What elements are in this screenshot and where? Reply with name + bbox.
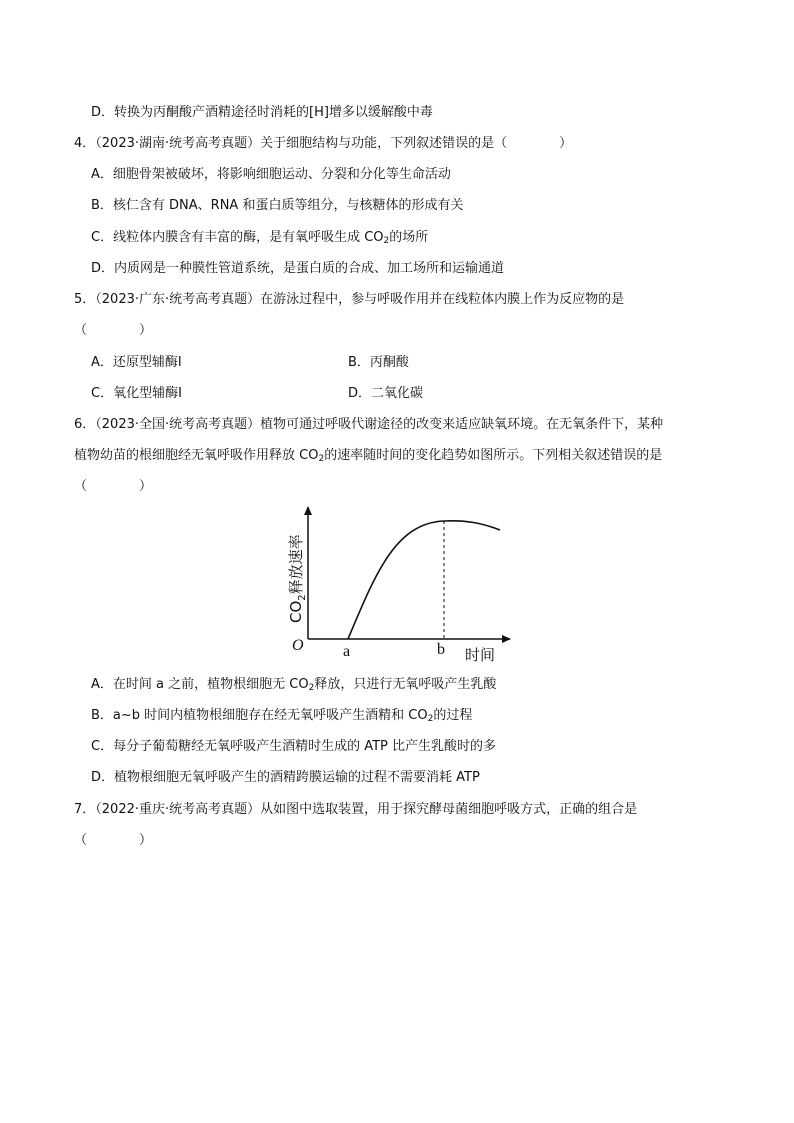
- q5-option-d: D．二氧化碳: [348, 386, 424, 401]
- q4-option-a: A．细胞骨架被破坏，将影响细胞运动、分裂和分化等生命活动: [91, 167, 451, 182]
- q5-option-c: C．氧化型辅酶Ⅰ: [91, 386, 182, 401]
- q6-option-d: D．植物根细胞无氧呼吸产生的酒精跨膜运输的过程不需要消耗 ATP: [91, 770, 480, 785]
- q5-stem: 5．（2023·广东·统考高考真题）在游泳过程中，参与呼吸作用并在线粒体内膜上作为反应物的是: [74, 292, 625, 307]
- q6-option-a-text: A．在时间 a 之前，植物根细胞无 CO: [91, 677, 309, 692]
- q5-option-b: B．丙酮酸: [348, 355, 409, 370]
- co2-release-rate-graph: [270, 495, 520, 670]
- q4-option-b: B．核仁含有 DNA、RNA 和蛋白质等组分，与核糖体的形成有关: [91, 198, 464, 213]
- q6-stem-line2-text: 植物幼苗的根细胞经无氧呼吸作用释放 CO: [74, 448, 319, 463]
- q4-option-c-tail: 的场所: [389, 230, 429, 245]
- rate-curve: [348, 521, 500, 639]
- q6-option-b: [91, 707, 472, 725]
- q6-option-b-tail: 的过程: [433, 708, 473, 723]
- y-axis-label: $CO_2$释放速率: [287, 534, 308, 623]
- q6-option-a-tail: 释放，只进行无氧呼吸产生乳酸: [314, 677, 497, 692]
- subscript: 2: [383, 236, 390, 246]
- q5-option-a: A．还原型辅酶Ⅰ: [91, 355, 182, 370]
- subscript: 2: [308, 683, 315, 693]
- x-axis-label: 时间: [465, 646, 496, 664]
- q6-option-b-text: B．a~b 时间内植物根细胞存在经无氧呼吸产生酒精和 CO: [91, 708, 428, 723]
- origin-label: O: [292, 637, 304, 654]
- q4-stem: 4．（2023·湖南·统考高考真题）关于细胞结构与功能，下列叙述错误的是（ ）: [74, 136, 573, 151]
- q4-option-d: D．内质网是一种膜性管道系统，是蛋白质的合成、加工场所和运输通道: [91, 261, 505, 276]
- subscript: 2: [318, 454, 325, 464]
- q4-option-c: [91, 229, 428, 247]
- q7-answer-blank: （ ）: [74, 833, 153, 848]
- tick-label-a: a: [343, 643, 351, 660]
- q6-stem-line2-tail: 的速率随时间的变化趋势如图所示。下列相关叙述错误的是: [324, 448, 663, 463]
- q6-answer-blank: （ ）: [74, 479, 153, 494]
- q6-option-c: C．每分子葡萄糖经无氧呼吸产生酒精时生成的 ATP 比产生乳酸时的多: [91, 739, 497, 754]
- q6-option-a: [91, 676, 496, 694]
- q7-stem: 7．（2022·重庆·统考高考真题）从如图中选取装置，用于探究酵母菌细胞呼吸方式，正确的组合是: [74, 802, 638, 817]
- q6-stem-line1: 6．（2023·全国·统考高考真题）植物可通过呼吸代谢途径的改变来适应缺氧环境。在无氧条件下，某种: [74, 417, 664, 432]
- subscript: 2: [427, 714, 434, 724]
- q6-stem-line2: [74, 447, 662, 465]
- q5-answer-blank: （ ）: [74, 323, 153, 338]
- q3-option-d: D．转换为丙酮酸产酒精途径时消耗的[H]增多以缓解酸中毒: [91, 105, 433, 120]
- q4-option-c-text: C．线粒体内膜含有丰富的酶，是有氧呼吸生成 CO: [91, 230, 384, 245]
- tick-label-b: b: [437, 641, 445, 658]
